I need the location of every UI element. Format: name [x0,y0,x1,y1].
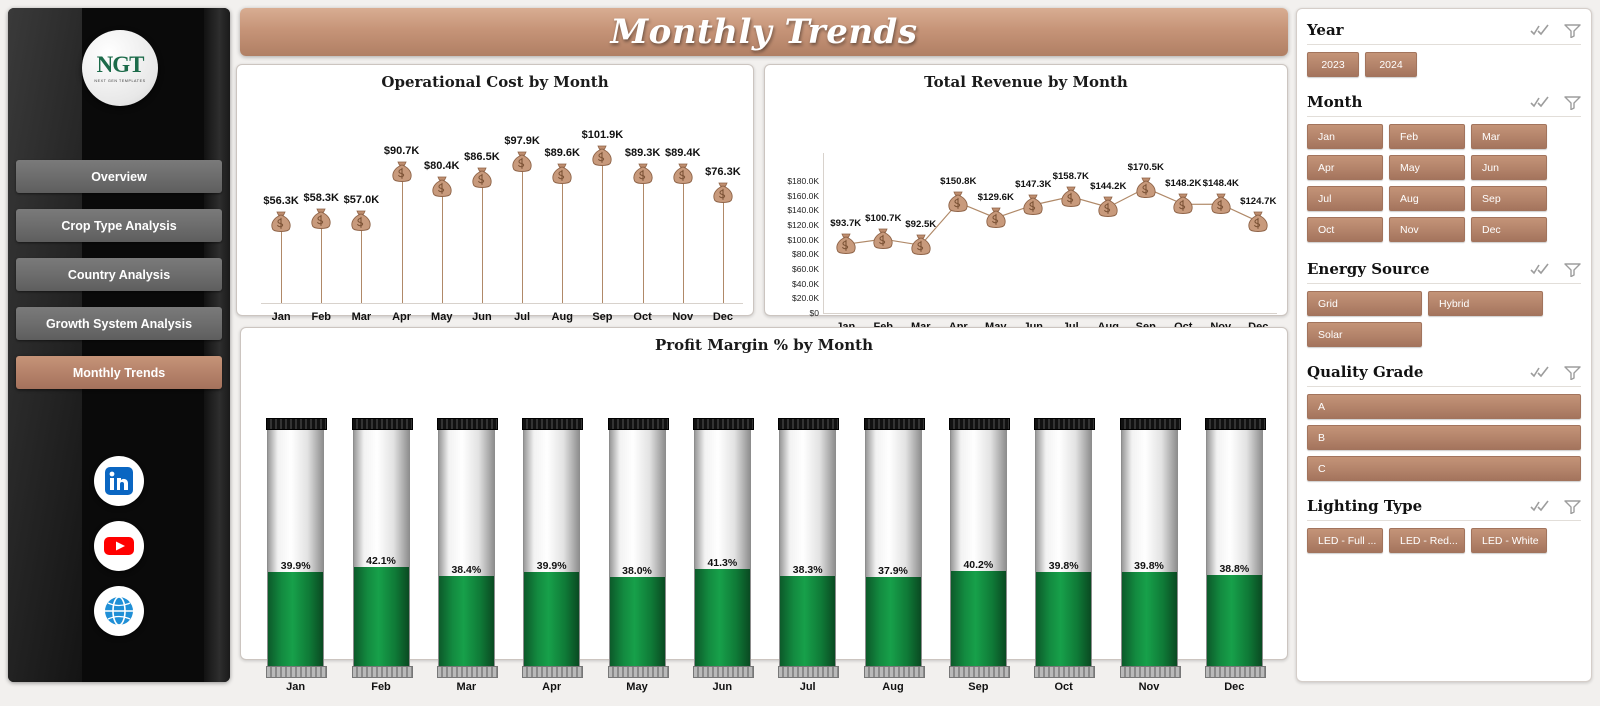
thermometer-bar [1206,423,1263,693]
total-revenue-chart-card [764,64,1288,316]
thermometer-fill [1207,575,1262,672]
revenue-value-label: $100.7K [865,213,902,225]
x-tick-label: Nov [1138,681,1160,693]
x-tick-label: Jul [799,681,816,693]
thermometer-bar [609,423,666,693]
filter-chip[interactable]: Mar [1471,124,1547,149]
x-tick-label: Apr [542,681,562,693]
filter-chip[interactable]: C [1307,456,1581,481]
money-bag-icon [1133,176,1159,200]
cost-value-label: $97.9K [504,134,540,147]
thermometer-fill [610,577,665,672]
money-bag-icon [509,150,535,174]
thermometer-fill [695,569,750,672]
y-tick-label: $140.0K [787,205,819,216]
x-tick-label: Apr [392,311,412,323]
money-bag-icon [1245,210,1271,234]
multi-select-icon[interactable] [1530,262,1550,277]
money-bag-icon [1170,192,1196,216]
cost-stem [602,156,603,303]
chart-title-profit-margin: Profit Margin % by Month [654,336,874,354]
sidebar-item-monthly-trends[interactable] [16,356,222,389]
filter-group-title: Quality Grade [1307,363,1424,381]
filter-chip[interactable]: Nov [1389,217,1465,242]
cost-stem [723,193,724,303]
y-tick-label: $180.0K [787,176,819,186]
cost-value-label: $58.3K [303,192,339,204]
x-tick-label: Aug [882,681,904,693]
money-bag-icon [348,209,374,233]
filter-chip[interactable]: 2023 [1307,52,1359,77]
money-bag-icon [308,207,334,231]
filter-chip[interactable]: Jun [1471,155,1547,180]
money-bag-icon [549,162,575,186]
filter-chip[interactable]: A [1307,394,1581,419]
x-tick-label: Jul [514,311,531,323]
filter-chip[interactable]: LED - Red... [1389,528,1465,553]
y-tick-label: $160.0K [787,190,819,201]
profit-value-label: 37.9% [878,565,908,577]
filter-chip[interactable]: Jan [1307,124,1383,149]
thermometer-cap-top [352,418,413,430]
x-tick-label: Mar [351,311,372,323]
money-bag-icon [268,210,294,234]
x-tick-label: Feb [311,311,332,323]
money-bag-icon [983,206,1009,230]
filter-chip[interactable]: Aug [1389,186,1465,211]
linkedin-icon[interactable] [94,456,144,506]
operational-cost-chart-card [236,64,754,323]
money-bag-icon [945,190,971,214]
thermometer-fill [268,572,323,672]
sidebar-gradient-left [8,8,82,682]
revenue-value-label: $92.5K [905,219,937,231]
cost-stem [361,221,362,303]
revenue-value-label: $170.5K [1127,161,1164,173]
logo-letters: NGT [96,52,144,77]
thermometer-cap-bottom [864,666,925,678]
revenue-value-label: $150.8K [940,176,977,188]
thermometer-bar [694,423,751,693]
thermometer-tube [609,423,666,673]
chart-title-operational-cost: Operational Cost by Month [381,73,609,91]
thermometer-cap-bottom [522,666,583,678]
filter-group-header [1307,363,1581,381]
thermometer-cap-top [693,418,754,430]
revenue-value-label: $147.3K [1015,178,1052,190]
cost-stem [482,178,483,303]
profit-value-label: 42.1% [366,555,396,567]
x-tick-label: Aug [551,311,573,323]
thermometer-cap-bottom [778,666,839,678]
filter-group-icons [1530,23,1581,38]
cost-value-label: $76.3K [705,166,741,179]
thermometer-cap-top [864,418,925,430]
filter-chip[interactable]: Feb [1389,124,1465,149]
filter-chip-group [1307,52,1581,77]
revenue-value-label: $158.7K [1052,170,1089,182]
filter-chip[interactable]: May [1389,155,1465,180]
total-revenue-plot [765,91,1287,341]
multi-select-icon[interactable] [1530,23,1550,38]
money-bag-icon [1058,185,1084,209]
profit-value-label: 39.8% [1134,560,1164,572]
clear-filter-icon[interactable] [1564,95,1581,110]
revenue-value-label: $148.2K [1165,178,1202,190]
thermometer-fill [439,576,494,672]
x-tick-label: May [626,681,648,693]
divider [1307,520,1581,521]
money-bag-icon [630,162,656,186]
money-bag-icon [833,232,859,256]
y-tick-label: $80.0K [792,249,819,260]
thermometer-cap-bottom [352,666,413,678]
thermometer-tube [1121,423,1178,673]
divider [1307,116,1581,117]
money-bag-icon [589,144,615,168]
cost-value-label: $90.7K [383,145,420,158]
thermometer-bar [353,423,410,693]
x-tick-label: Jun [712,681,733,693]
profit-value-label: 39.9% [280,560,311,572]
filter-chip-group [1307,124,1581,242]
sidebar-item-label: Growth System Analysis [45,316,193,331]
y-tick-label: $100.0K [787,234,819,245]
filter-panel [1296,8,1592,682]
profit-value-label: 40.2% [963,559,994,571]
money-bag-icon [469,166,495,190]
x-tick-label: Oct [633,311,652,323]
thermometer-cap-bottom [266,666,327,678]
x-tick-label: Jun [472,311,492,323]
thermometer-cap-bottom [1120,666,1181,678]
thermometer-tube [1206,423,1263,673]
filter-group-icons [1530,262,1581,277]
thermometer-fill [951,571,1006,672]
filter-group-title: Energy Source [1307,260,1430,278]
divider [1307,44,1581,45]
filter-chip[interactable]: LED - Full ... [1307,528,1383,553]
profit-margin-plot [241,354,1287,693]
profit-value-label: 39.9% [536,560,567,572]
thermometer-tube [694,423,751,673]
thermometer-cap-top [437,418,498,430]
x-tick-label: Sep [592,311,613,323]
cost-value-label: $80.4K [424,160,460,173]
x-tick-label: May [431,311,453,323]
revenue-value-label: $148.4K [1202,178,1239,190]
filter-group-title: Lighting Type [1307,497,1423,515]
x-tick-label: Dec [1224,681,1245,693]
thermometer-cap-top [522,418,583,430]
thermometer-cap-bottom [608,666,669,678]
cost-stem [522,162,523,303]
thermometer-cap-bottom [1205,666,1266,678]
sidebar-item-overview[interactable] [16,160,222,193]
filter-group-header [1307,497,1581,515]
multi-select-icon[interactable] [1530,95,1550,110]
filter-group-title: Year [1307,21,1344,39]
revenue-value-label: $129.6K [977,191,1014,203]
thermometer-cap-bottom [693,666,754,678]
filter-chip-group [1307,528,1581,553]
thermometer-bar [779,423,836,693]
thermometer-cap-top [266,418,327,430]
divider [1307,283,1581,284]
thermometer-tube [267,423,324,673]
money-bag-icon [429,175,455,199]
money-bag-icon [389,160,415,184]
sidebar-item-label: Overview [91,169,147,184]
cost-value-label: $86.5K [464,151,500,164]
operational-cost-plot [237,91,753,341]
thermometer-tube [865,423,922,673]
sidebar-item-growth-system-analysis[interactable] [16,307,222,340]
x-tick-label: Mar [456,681,477,693]
filter-chip[interactable]: Sep [1471,186,1547,211]
x-axis-line [261,303,743,304]
money-bag-icon [1020,193,1046,217]
thermometer-fill [354,567,409,672]
y-tick-label: $0 [809,308,819,318]
thermometer-tube [779,423,836,673]
thermometer-bar [865,423,922,693]
profit-value-label: 41.3% [707,557,738,569]
thermometer-bar [1035,423,1092,693]
thermometer-cap-top [949,418,1010,430]
thermometer-fill [1122,572,1177,672]
x-tick-label: Sep [968,681,989,693]
revenue-value-label: $144.2K [1090,181,1127,193]
filter-group-icons [1530,499,1581,514]
page-title: Monthly Trends [610,12,918,52]
x-tick-label: Jan [271,311,291,323]
filter-chip-group [1307,394,1581,481]
profit-margin-chart-card [240,327,1288,693]
profit-value-label: 38.4% [451,564,482,576]
money-bag-icon [710,181,736,205]
y-tick-label: $20.0K [792,293,819,304]
thermometer-bar [267,423,324,693]
filter-chip[interactable]: Solar [1307,322,1422,347]
logo-tagline: NEXT GEN TEMPLATES [94,79,146,83]
thermometer-cap-top [778,418,839,430]
cost-value-label: $89.6K [544,146,580,159]
logo [82,30,158,106]
profit-value-label: 39.8% [1048,560,1079,572]
filter-group-header [1307,260,1581,278]
x-tick-label: Oct [1054,681,1073,693]
money-bag-icon [908,233,934,257]
filter-group-header [1307,93,1581,111]
cost-stem [562,174,563,303]
filter-chip[interactable]: LED - White [1471,528,1547,553]
x-tick-label: Dec [712,311,733,323]
thermometer-tube [950,423,1007,673]
cost-value-label: $89.4K [665,147,701,160]
filter-chip[interactable]: Oct [1307,217,1383,242]
filter-group-title: Month [1307,93,1363,111]
thermometer-cap-bottom [949,666,1010,678]
filter-chip[interactable]: Grid [1307,291,1422,316]
money-bag-icon [670,162,696,186]
thermometer-cap-top [1034,418,1095,430]
thermometer-cap-top [1205,418,1266,430]
money-bag-icon [870,227,896,251]
clear-filter-icon[interactable] [1564,23,1581,38]
thermometer-tube [523,423,580,673]
cost-stem [402,172,403,303]
cost-value-label: $89.3K [624,147,661,160]
filter-chip[interactable]: 2024 [1365,52,1417,77]
divider [1307,386,1581,387]
sidebar-gradient-right [204,8,230,682]
multi-select-icon[interactable] [1530,365,1550,380]
filter-chip[interactable]: Apr [1307,155,1383,180]
filter-group-icons [1530,95,1581,110]
filter-chip[interactable]: Dec [1471,217,1547,242]
x-tick-label: Jan [286,681,306,693]
thermometer-bar [1121,423,1178,693]
cost-value-label: $101.9K [581,129,624,142]
multi-select-icon[interactable] [1530,499,1550,514]
money-bag-icon [1095,195,1121,219]
profit-value-label: 38.0% [622,565,652,577]
revenue-value-label: $93.7K [830,218,862,230]
filter-chip[interactable]: Hybrid [1428,291,1543,316]
thermometer-cap-top [1120,418,1181,430]
revenue-value-label: $124.7K [1240,195,1277,207]
clear-filter-icon[interactable] [1564,499,1581,514]
thermometer-tube [438,423,495,673]
youtube-icon[interactable] [94,521,144,571]
y-tick-label: $120.0K [787,220,819,230]
thermometer-cap-bottom [1034,666,1095,678]
y-tick-label: $60.0K [792,264,819,274]
thermometer-fill [1036,572,1091,672]
sidebar-item-country-analysis[interactable] [16,258,222,291]
thermometer-fill [866,577,921,672]
profit-value-label: 38.3% [792,564,823,576]
sidebar-item-label: Monthly Trends [72,365,166,380]
sidebar-item-crop-type-analysis[interactable] [16,209,222,242]
cost-value-label: $57.0K [343,193,380,206]
cost-stem [683,174,684,303]
x-tick-label: Nov [672,311,694,323]
cost-stem [321,219,322,303]
filter-chip-group [1307,291,1581,347]
filter-group-header [1307,21,1581,39]
sidebar [8,8,230,682]
thermometer-fill [524,572,579,672]
thermometer-bar [950,423,1007,693]
cost-stem [442,187,443,303]
thermometer-tube [1035,423,1092,673]
sidebar-item-label: Country Analysis [67,267,171,282]
filter-chip[interactable]: Jul [1307,186,1383,211]
thermometer-bar [438,423,495,693]
clear-filter-icon[interactable] [1564,262,1581,277]
filter-group-icons [1530,365,1581,380]
thermometer-tube [353,423,410,673]
x-tick-label: Feb [371,681,391,693]
globe-icon[interactable] [94,586,144,636]
thermometer-cap-bottom [437,666,498,678]
cost-stem [643,174,644,303]
money-bag-icon [1208,192,1234,216]
y-tick-label: $40.0K [792,278,819,289]
sidebar-item-label: Crop Type Analysis [61,218,177,233]
cost-value-label: $56.3K [263,194,299,207]
thermometer-bar [523,423,580,693]
filter-chip[interactable]: B [1307,425,1581,450]
profit-value-label: 38.8% [1219,563,1250,575]
clear-filter-icon[interactable] [1564,365,1581,380]
thermometer-cap-top [608,418,669,430]
page-header [240,8,1288,56]
chart-title-total-revenue: Total Revenue by Month [924,73,1128,91]
cost-stem [281,222,282,303]
thermometer-fill [780,576,835,672]
revenue-line [765,91,1289,343]
